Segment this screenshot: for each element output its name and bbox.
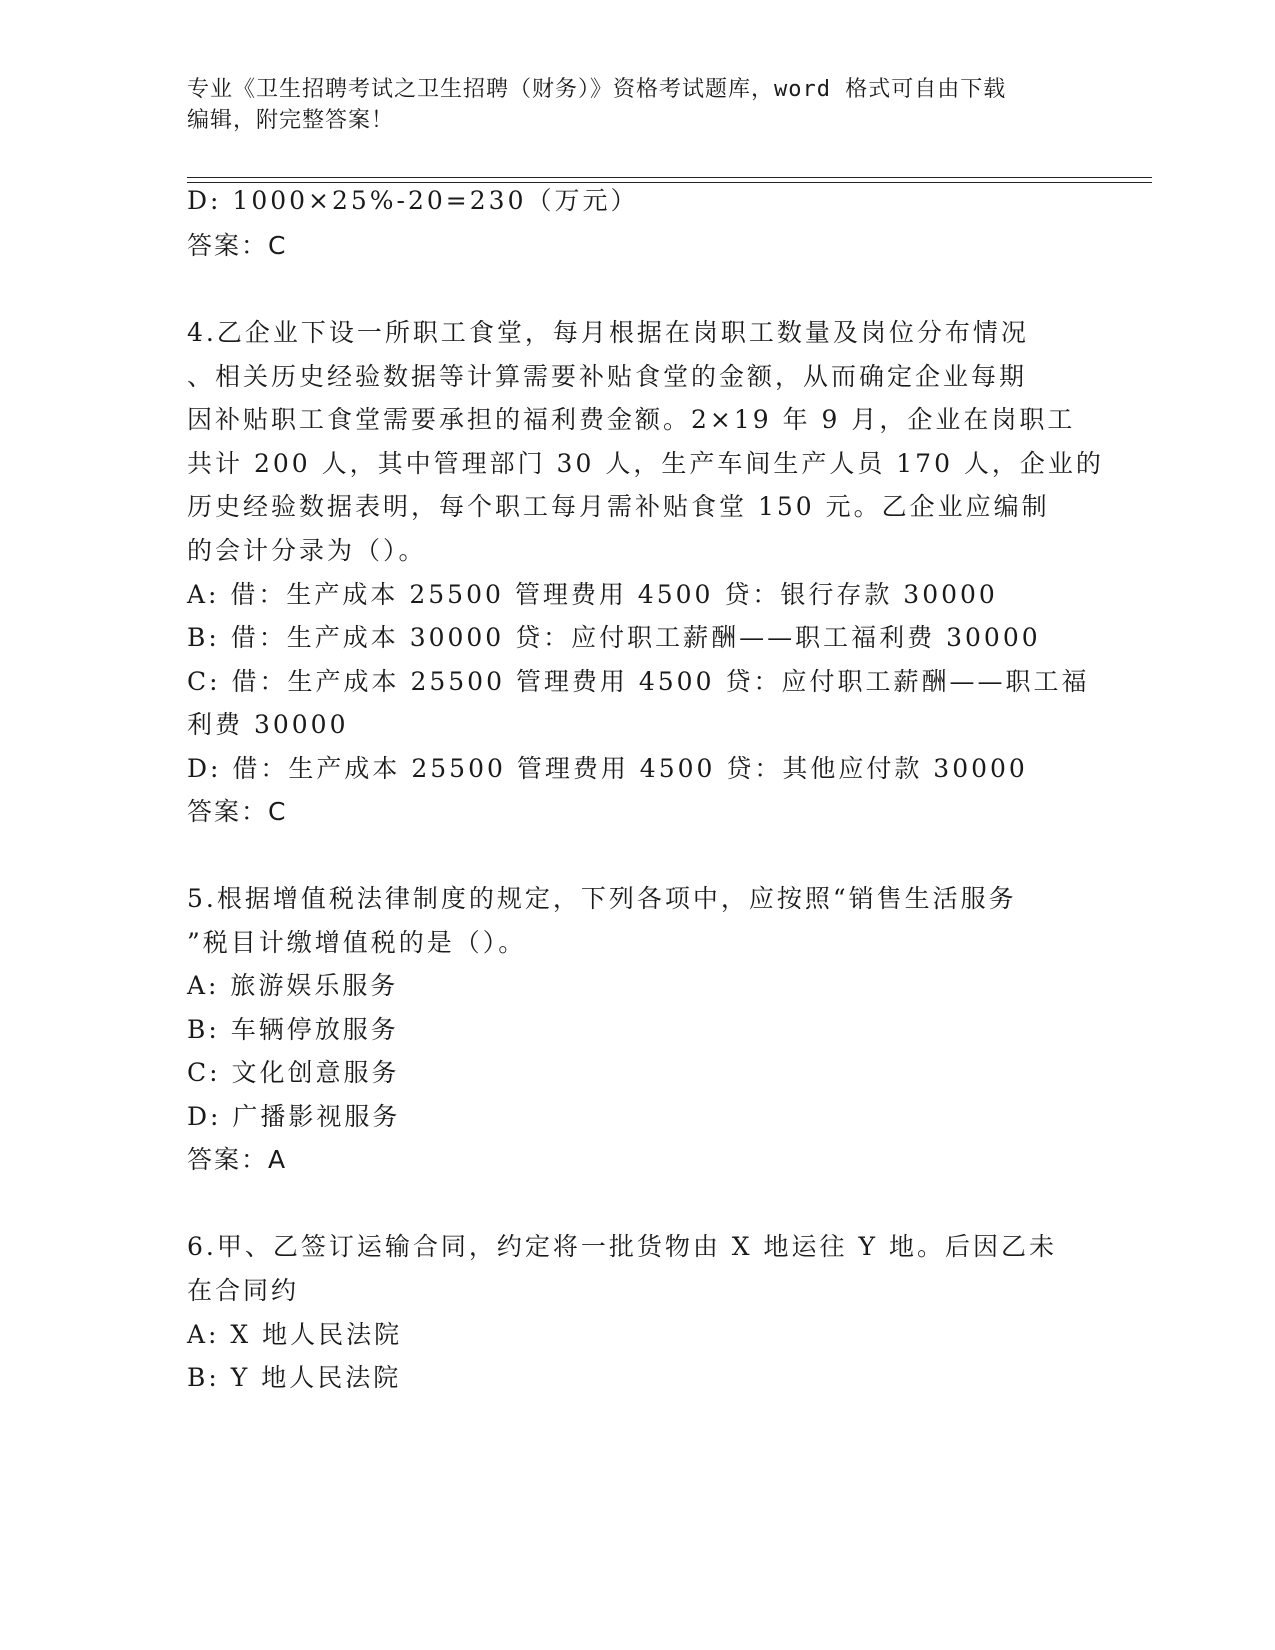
- header-line-1: 专业《卫生招聘考试之卫生招聘（财务）》资格考试题库，word 格式可自由下载: [187, 77, 1007, 102]
- header-line-2: 编辑，附完整答案！: [187, 108, 395, 133]
- q4-option-c-line-1: C: 借：生产成本 25500 管理费用 4500 贷：应付职工薪酬——职工福: [187, 667, 1090, 696]
- q4-text-line-5: 历史经验数据表明，每个职工每月需补贴食堂 150 元。乙企业应编制: [187, 492, 1050, 521]
- q4-option-d: D: 借：生产成本 25500 管理费用 4500 贷：其他应付款 30000: [187, 754, 1028, 783]
- q4-option-b: B: 借：生产成本 30000 贷：应付职工薪酬——职工福利费 30000: [187, 623, 1041, 652]
- q6-text-line-1: 6.甲、乙签订运输合同，约定将一批货物由 X 地运往 Y 地。后因乙未: [187, 1232, 1057, 1261]
- q4-text-line-4: 共计 200 人，其中管理部门 30 人，生产车间生产人员 170 人，企业的: [187, 449, 1104, 478]
- q4-text-line-6: 的会计分录为（）。: [187, 536, 427, 565]
- q5-option-c: C: 文化创意服务: [187, 1058, 400, 1087]
- q5-answer: 答案：A: [187, 1145, 288, 1174]
- prev-option-d: D: 1000×25%-20=230（万元）: [187, 186, 639, 215]
- q6-option-b: B: Y 地人民法院: [187, 1363, 402, 1392]
- q4-answer: 答案：C: [187, 797, 288, 826]
- q5-text-line-2: ”税目计缴增值税的是（）。: [187, 928, 527, 957]
- prev-answer: 答案：C: [187, 231, 288, 260]
- q5-option-d: D: 广播影视服务: [187, 1102, 401, 1131]
- q6-option-a: A: X 地人民法院: [187, 1320, 403, 1349]
- q4-text-line-3: 因补贴职工食堂需要承担的福利费金额。2×19 年 9 月，企业在岗职工: [187, 405, 1076, 434]
- q5-option-b: B: 车辆停放服务: [187, 1015, 399, 1044]
- q6-text-line-2: 在合同约: [187, 1276, 300, 1305]
- q4-text-line-1: 4.乙企业下设一所职工食堂，每月根据在岗职工数量及岗位分布情况: [187, 318, 1029, 347]
- q5-text-line-1: 5.根据增值税法律制度的规定，下列各项中，应按照“销售生活服务: [187, 884, 1017, 913]
- page-header: [187, 74, 1087, 136]
- q4-option-a: A: 借：生产成本 25500 管理费用 4500 贷：银行存款 30000: [187, 580, 998, 609]
- header-rule-top: [187, 177, 1152, 178]
- q4-option-c-line-2: 利费 30000: [187, 710, 349, 739]
- q5-option-a: A: 旅游娱乐服务: [187, 971, 399, 1000]
- header-rule-bottom: [187, 182, 1152, 183]
- q4-text-line-2: 、相关历史经验数据等计算需要补贴食堂的金额，从而确定企业每期: [187, 362, 1028, 391]
